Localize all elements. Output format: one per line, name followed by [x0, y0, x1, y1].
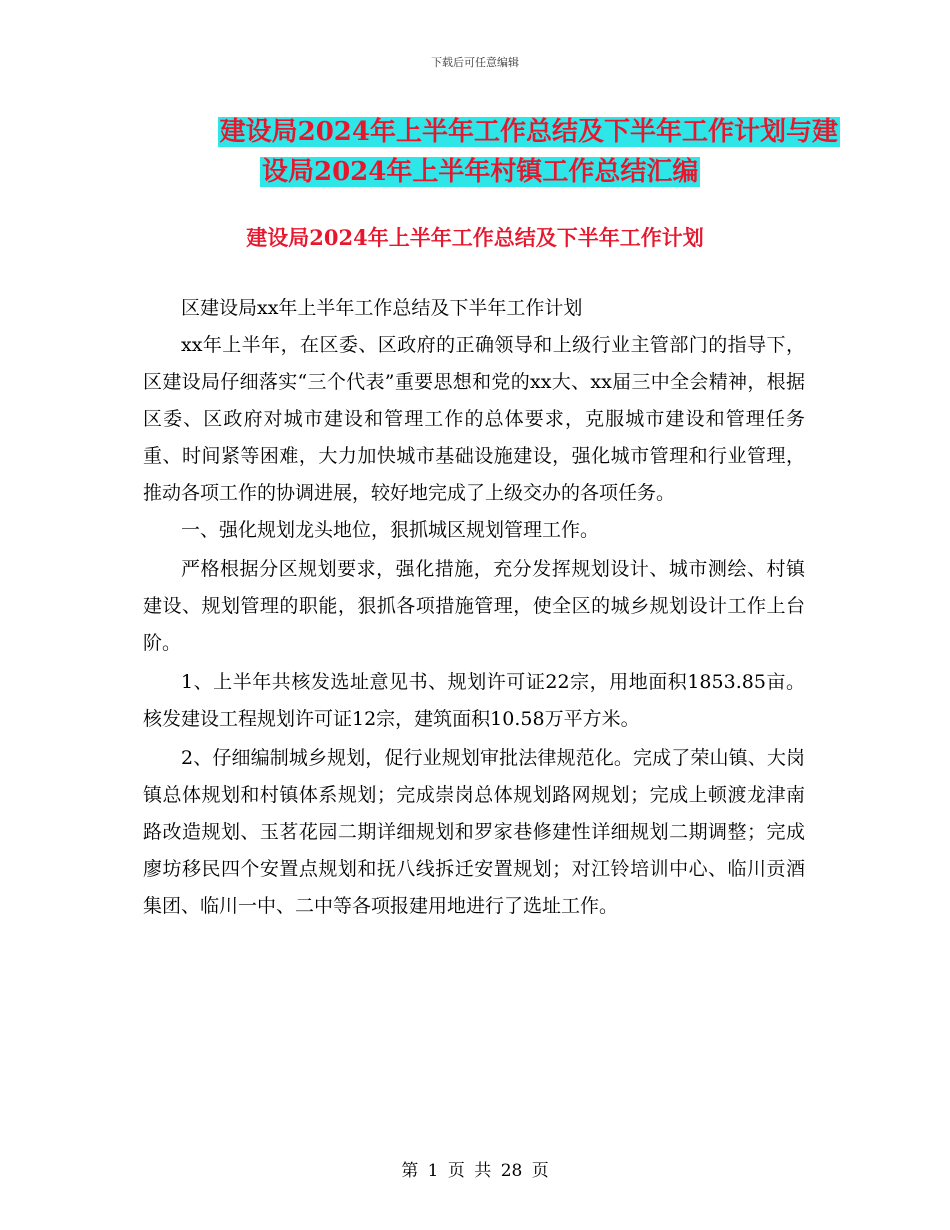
header-note: 下载后可任意编辑	[431, 56, 519, 69]
paragraph: 一、强化规划龙头地位，狠抓城区规划管理工作。	[181, 519, 600, 541]
page-footer: 第 1 页 共 28 页	[401, 1161, 549, 1181]
paragraph: 2、仔细编制城乡规划，促行业规划审批法律规范化。完成了荣山镇、大岗镇总体规划和村镇体系规划；完成崇岗总体规划路网规划；完成上顿渡龙津南路改造规划、玉茗花园二期详细规划和罗家巷修建性详细规划二期调整；完成廖坊移民四个安置点规划和抚八线拆迁安置规划；对江铃培训中心、临川贡酒集团、临川一中、二中等各项报建用地进行了选址工作。	[143, 747, 805, 917]
section-title: 建设局2024年上半年工作总结及下半年工作计划	[246, 225, 704, 250]
paragraph: xx年上半年，在区委、区政府的正确领导和上级行业主管部门的指导下，区建设局仔细落实“三个代表”重要思想和党的xx大、xx届三中全会精神，根据区委、区政府对城市建设和管理工作的总体要求，克服城市建设和管理任务重、时间紧等困难，大力加快城市基础设施建设，强化城市管理和行业管理，推动各项工作的协调进展，较好地完成了上级交办的各项任务。	[143, 334, 805, 504]
paragraph: 1、上半年共核发选址意见书、规划许可证22宗，用地面积1853.85亩。核发建设工程规划许可证12宗，建筑面积10.58万平方米。	[143, 671, 805, 730]
document-title	[140, 112, 840, 192]
paragraph: 严格根据分区规划要求，强化措施，充分发挥规划设计、城市测绘、村镇建设、规划管理的职能，狠抓各项措施管理，使全区的城乡规划设计工作上台阶。	[143, 558, 805, 654]
title-line-1: 建设局2024年上半年工作总结及下半年工作计划与建	[219, 117, 838, 147]
title-line-2: 设局2024年上半年村镇工作总结汇编	[262, 157, 699, 187]
paragraph: 区建设局xx年上半年工作总结及下半年工作计划	[181, 297, 583, 319]
document-body	[143, 290, 805, 927]
